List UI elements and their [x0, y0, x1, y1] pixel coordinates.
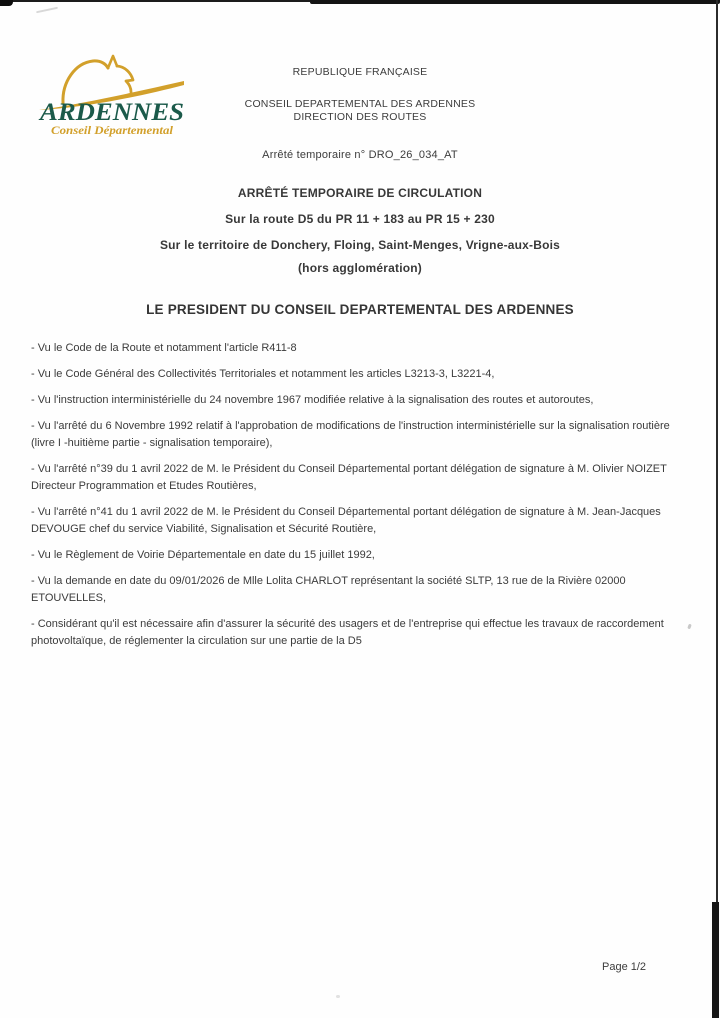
visa-paragraph: - Vu le Code Général des Collectivités Territoriales et notamment les articles L3213-3, L3221-4, [31, 368, 495, 380]
council-block [0, 98, 720, 124]
title-line-3: Sur le territoire de Donchery, Floing, Saint-Menges, Vrigne-aux-Bois [159, 238, 561, 252]
visa-paragraph: - Vu le Règlement de Voirie Départementale en date du 15 juillet 1992, [31, 549, 375, 561]
visa-paragraph: - Vu la demande en date du 09/01/2026 de Mlle Lolita CHARLOT représentant la société SLTP, 13 rue de la Rivière 02000 ETOUVELLES, [31, 575, 626, 604]
council-line: CONSEIL DEPARTEMENTAL DES ARDENNES [244, 98, 476, 110]
visa-paragraph: - Vu le Code de la Route et notamment l'article R411-8 [31, 342, 297, 354]
page-number: Page 1/2 [602, 961, 647, 973]
visa-paragraph: - Vu l'arrêté n°41 du 1 avril 2022 de M. le Président du Conseil Départemental portant délégation de signature à M. Jean-Jacques DEVOUGE chef du service Viabilité, Signalisation et Sécurité Routière, [31, 506, 661, 535]
arrete-number: Arrêté temporaire n° DRO_26_034_AT [262, 149, 458, 161]
ardennes-logo [36, 46, 188, 138]
scan-artifact-top-line-thick [310, 0, 720, 4]
republic-line: REPUBLIQUE FRANÇAISE [292, 66, 428, 78]
boar-logo-icon [36, 46, 188, 138]
considerant-paragraph: - Considérant qu'il est nécessaire afin d'assurer la sécurité des usagers et de l'entreprise qui effectue les travaux de raccordement photovoltaïque, de réglementer la circulation sur une partie de la D5 [31, 618, 664, 647]
logo-wordmark: ARDENNES [37, 99, 184, 126]
visa-paragraph: - Vu l'instruction interministérielle du 24 novembre 1967 modifiée relative à la signalisation des routes et autoroutes, [31, 394, 594, 406]
title-line-1: ARRÊTÉ TEMPORAIRE DE CIRCULATION [237, 186, 483, 200]
logo-subtitle: Conseil Départemental [51, 123, 174, 137]
scan-artifact-corner-mark [0, 0, 13, 6]
scan-artifact-speck [336, 995, 340, 998]
direction-line: DIRECTION DES ROUTES [293, 111, 427, 123]
title-line-4: (hors agglomération) [297, 261, 422, 275]
scan-artifact-right-edge-bar [712, 902, 719, 1018]
visa-paragraph: - Vu l'arrêté du 6 Novembre 1992 relatif à l'approbation de modifications de l'instruction interministérielle sur la signalisation routière (livre I -huitième partie - signalisation temporaire), [31, 420, 670, 449]
scan-artifact-smudge [36, 7, 58, 14]
visa-paragraph: - Vu l'arrêté n°39 du 1 avril 2022 de M. le Président du Conseil Départemental portant délégation de signature à M. Olivier NOIZET Directeur Programmation et Etudes Routières, [31, 463, 667, 492]
title-line-2: Sur la route D5 du PR 11 + 183 au PR 15 + 230 [225, 212, 495, 226]
president-heading: LE PRESIDENT DU CONSEIL DEPARTEMENTAL DES ARDENNES [146, 302, 574, 317]
visa-paragraphs [31, 340, 691, 659]
